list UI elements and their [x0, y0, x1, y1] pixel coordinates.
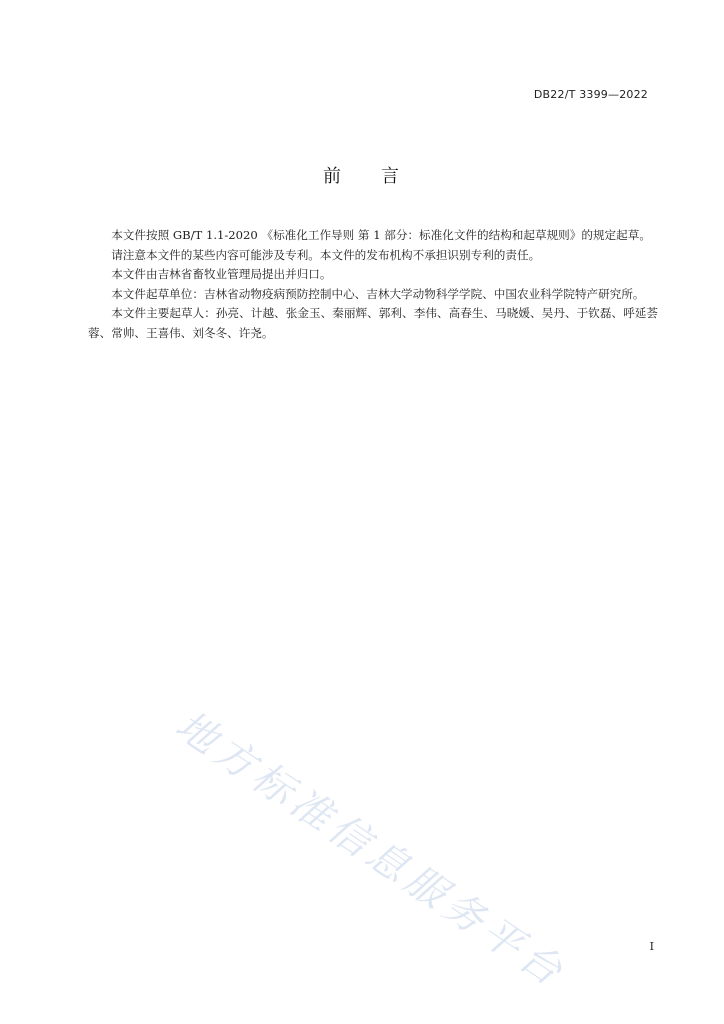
page-number: I: [649, 940, 654, 953]
page-title: [0, 162, 724, 188]
title-char-1: 前: [323, 166, 343, 187]
paragraph-proposer: 本文件由吉林省畜牧业管理局提出并归口。: [111, 267, 332, 281]
paragraph-drafting-units: 本文件起草单位：吉林省动物疫病预防控制中心、吉林大学动物科学学院、中国农业科学院特产研究所。: [111, 286, 645, 301]
document-code: DB22/T 3399—2022: [533, 88, 648, 101]
paragraph-drafters: 本文件主要起草人：孙亮、计越、张金玉、秦丽辉、郭利、李伟、高春生、马晓媛、吴丹、于钦磊、呼延荟蓉、常帅、王喜伟、刘冬冬、许尧。: [88, 306, 658, 340]
watermark: 地方标准信息服务平台: [167, 702, 575, 998]
paragraph-drafting-rules: 本文件按照 GB/T 1.1-2020 《标准化工作导则 第 1 部分：标准化文件的结构和起草规则》的规定起草。: [111, 228, 651, 242]
foreword-body: [88, 226, 658, 343]
paragraph-patent-notice: 请注意本文件的某些内容可能涉及专利。本文件的发布机构不承担识别专利的责任。: [111, 247, 541, 262]
title-char-2: 言: [381, 166, 401, 187]
